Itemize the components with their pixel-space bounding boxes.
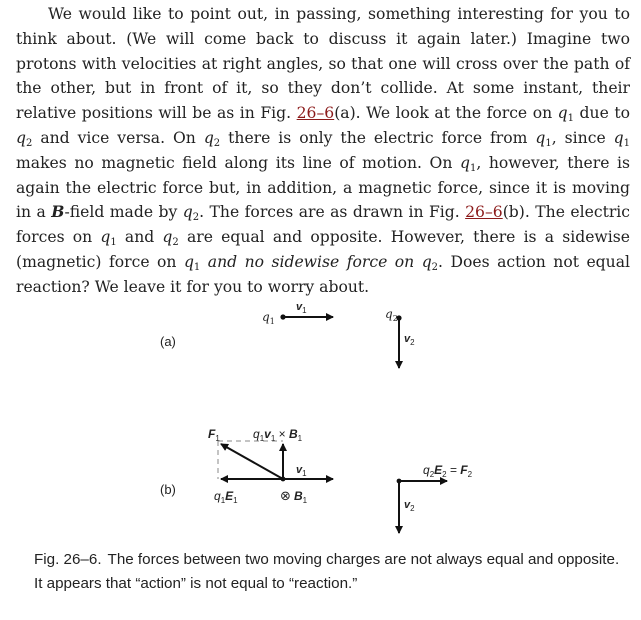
figure-caption: [34, 548, 624, 595]
v2-label-a: $v_2$: [404, 333, 415, 347]
caption-number: Fig. 26–6.: [34, 551, 102, 568]
figure-26-6: [0, 290, 641, 560]
v1-label-a: $v_1$: [296, 301, 307, 315]
B1-label: $B_1$: [294, 489, 308, 505]
F1-label: $F_1$: [208, 427, 220, 443]
v1-label-b: $v_1$: [296, 464, 307, 478]
figure-link-26-6b[interactable]: 26–6: [465, 203, 503, 222]
force-F1-arrow: [221, 444, 283, 479]
caption-text: The forces between two moving charges are not always equal and opposite. It appears that “action” is not equal to “reaction.”: [34, 551, 620, 592]
q2-label-a: $q_2$: [385, 307, 398, 323]
v2-label-b: $v_2$: [404, 499, 415, 513]
otimes-icon: ⊗: [280, 489, 291, 504]
label-b: (b): [160, 482, 176, 497]
label-a: (a): [160, 334, 176, 349]
body-paragraph: We would like to point out, in passing, something interesting for you to think about. (We will come back to discuss it again later.) Imagine two protons with velocities at right angles, so that one will cross over the path of the other, but in front of it, so they don’t collide. At some instant, their relative positions will be as in Fig. 26–6(a). We look at the force on $q_1$ due to $q_2$ and vice versa. On $q_2$ there is only the electric force from $q_1$, since $q_1$ makes no magnetic field along its line of motion. On $q_1$, however, there is again the electric force but, in addition, a magnetic force, since it is moving in a B-field made by $q_2$. The forces are as drawn in Fig. 26–6(b). The electric forces on $q_1$ and $q_2$ are equal and opposite. However, there is a sidewise (magnetic) force on $q_1$ and no sidewise force on $q_2$. Does action not equal reaction? We leave it for you to worry about.: [16, 5, 631, 296]
charge-q1-b: [281, 477, 286, 482]
charge-q2-b: [397, 479, 402, 484]
figure-link-26-6a[interactable]: 26–6: [296, 104, 335, 123]
q2E2-F2-label: $q_2E_2 = F_2$: [423, 463, 473, 479]
q1E1-label: $q_1E_1$: [214, 489, 238, 505]
q1-label-a: $q_1$: [262, 310, 275, 326]
q1v1xB1-label: $q_1v_1 \times B_1$: [253, 427, 303, 443]
figure-drawing: [0, 290, 641, 560]
